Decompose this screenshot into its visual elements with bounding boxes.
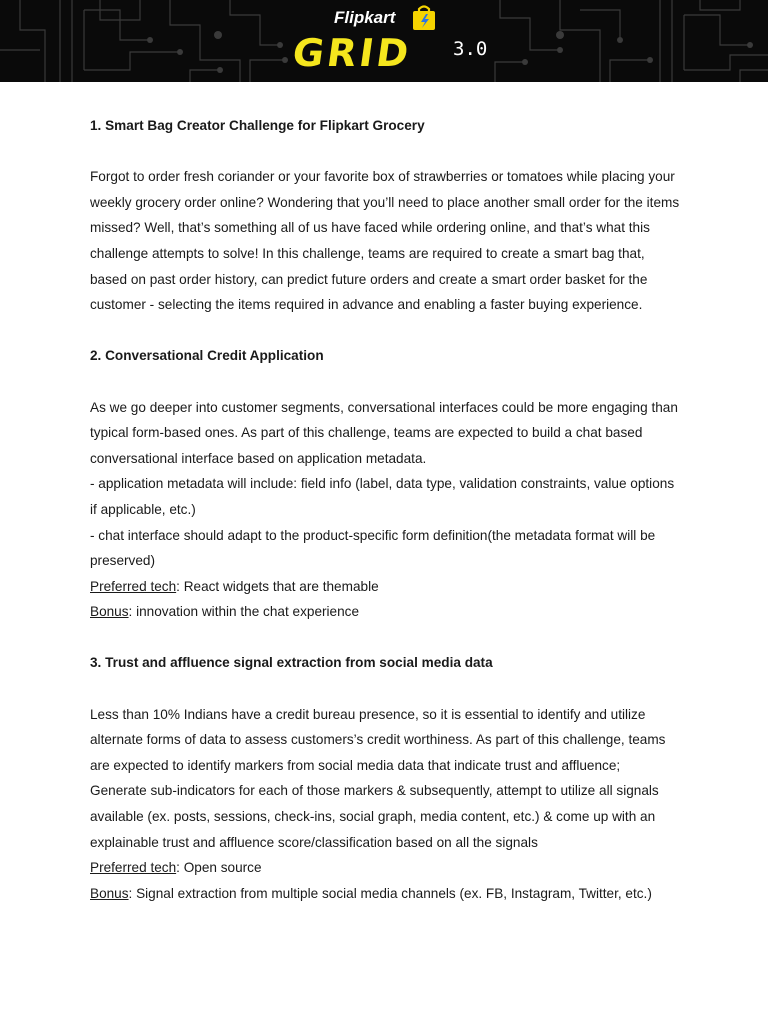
preferred-tech-value: : React widgets that are themable [176, 578, 379, 594]
preferred-tech-line [90, 574, 680, 600]
challenge-description: Less than 10% Indians have a credit bureau presence, so it is essential to identify and utilize alternate forms of data to assess customers’s credit worthiness. As part of this challenge, teams are expected to identify markers from social media data that indicate trust and affluence; Generate sub-indicators for each of those markers & subsequently, attempt to utilize all signals available (ex. posts, sessions, check-ins, social graph, media content, etc.) & come up with an explainable trust and affluence score/classification based on all the signals [90, 706, 666, 850]
event-version: 3.0 [453, 38, 488, 60]
bonus-label: Bonus [90, 604, 129, 620]
challenge-heading: 1. Smart Bag Creator Challenge for Flipkart Grocery [90, 118, 425, 133]
bonus-label: Bonus [90, 885, 129, 901]
preferred-tech-label: Preferred tech [90, 578, 177, 594]
challenge-item [90, 343, 680, 625]
brand-name: Flipkart [334, 8, 396, 27]
challenge-description: Forgot to order fresh coriander or your favorite box of strawberries or tomatoes while placing your weekly grocery order online? Wondering that you’ll need to place another small order for the items missed? Well, that’s something all of us have faced while ordering online, and that’s what this challenge attempts to solve! In this challenge, teams are required to create a smart bag that, based on past order history, can predict future orders and create a smart order basket for the customer - selecting the items required in advance and enabling a faster buying experience. [90, 169, 680, 313]
bonus-value: : Signal extraction from multiple social media channels (ex. FB, Instagram, Twitter, etc.) [128, 885, 652, 901]
preferred-tech-label: Preferred tech [90, 860, 177, 876]
challenge-heading: 2. Conversational Credit Application [90, 348, 324, 364]
bonus-line [90, 881, 680, 907]
challenge-point: - chat interface should adapt to the product-specific form definition(the metadata format will be preserved) [90, 527, 656, 569]
flipkart-grid-logo [289, 0, 488, 82]
flipkart-bag-icon [410, 4, 438, 32]
event-name: GRID [289, 31, 415, 75]
challenge-description: As we go deeper into customer segments, conversational interfaces could be more engaging than typical form-based ones. As part of this challenge, teams are expected to build a chat based conversational interface based on application metadata. [90, 399, 678, 466]
preferred-tech-value: : Open source [176, 860, 262, 876]
challenge-item [90, 650, 680, 906]
preferred-tech-line [90, 855, 680, 881]
challenge-item [90, 113, 680, 318]
bonus-value: : innovation within the chat experience [128, 604, 360, 620]
challenge-list [90, 113, 680, 906]
challenge-heading: 3. Trust and affluence signal extraction from social media data [90, 655, 493, 671]
bonus-line [90, 599, 680, 625]
challenge-point: - application metadata will include: field info (label, data type, validation constraints, value options if applicable, etc.) [90, 476, 675, 517]
header-banner [0, 0, 768, 82]
